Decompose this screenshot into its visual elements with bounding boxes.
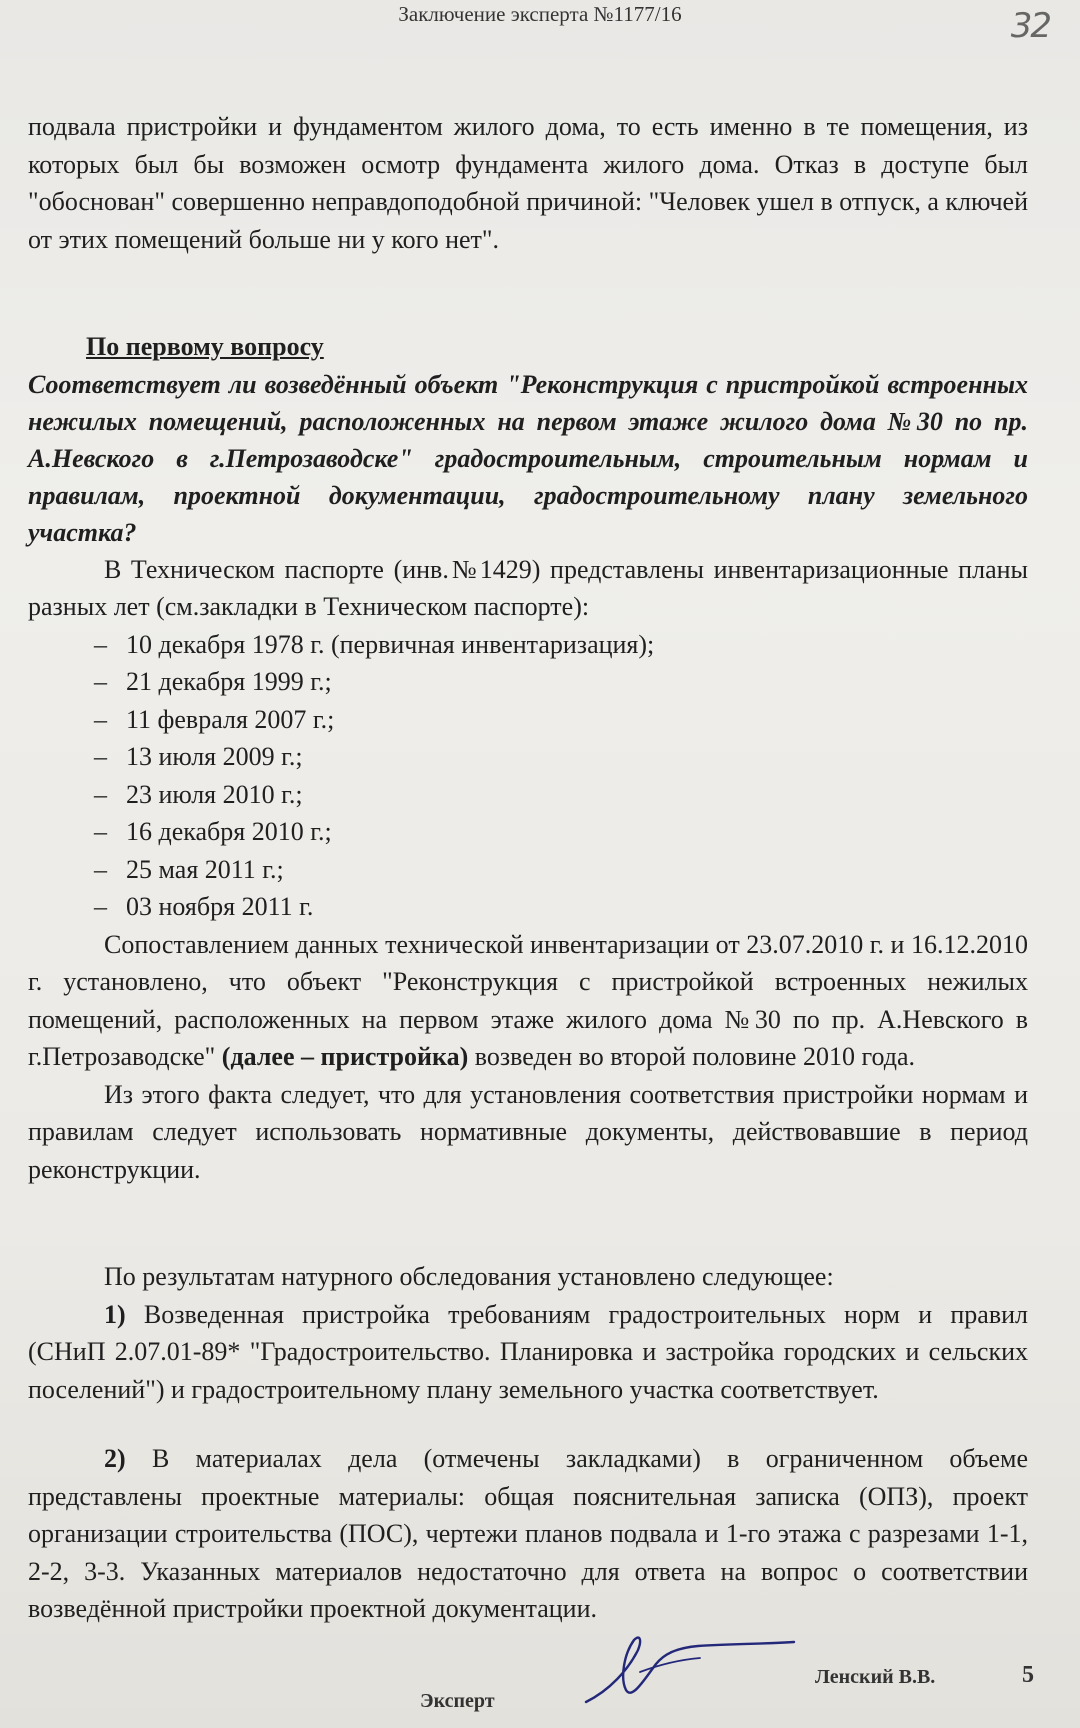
signature-image (580, 1620, 800, 1710)
comparison-text-start: Сопоставлением данных технической инвентаризации от 23.07.2010 г. и 16.12.2010 г. установлено, что объект "Реконструкция с пристройкой встроенных нежилых помещений, расположенных на первом этаже жилого дома №30 по пр. А.Невского в г.Петрозаводске" (28, 929, 1028, 1071)
finding-2-text: В материалах дела (отмечены закладками) в ограниченном объеме представлены проектные материалы: общая пояснительная записка (ОПЗ), проект организации строительства (ПОС), чертежи планов подвала и 1-го этажа с разрезами 1-1, 2-2, 3-3. Указанных материалов недостаточно для ответа на вопрос о соответствии возведённой пристройки проектной документации. (28, 1444, 1028, 1623)
finding-1-number: 1) (104, 1299, 126, 1329)
survey-intro: По результатам натурного обследования установлено следующее: (104, 1262, 834, 1291)
list-item: – 16 декабря 2010 г.; (94, 813, 1028, 851)
question-text: Соответствует ли возведённый объект "Реконструкция с пристройкой встроенных нежилых помещений, расположенных на первом этаже жилого дома №30 по пр. А.Невского в г.Петрозаводске" градостроительным, строительным нормам и правилам, проектной документации, градостроительному плану земельного участка? (28, 369, 1028, 547)
handwritten-page-mark: 32 (1010, 6, 1050, 46)
comparison-paragraph (28, 926, 1028, 1076)
finding-2-number: 2) (104, 1444, 126, 1473)
list-item: – 10 декабря 1978 г. (первичная инвентаризация); (94, 626, 1028, 664)
inventory-dates-list (28, 626, 1028, 926)
finding-1-text: Возведенная пристройка требованиям градостроительных норм и правил (СНиП 2.07.01-89* "Градостроительство. Планировка и застройка городских и сельских поселений") и градостроительному плану земельного участка соответствует. (28, 1299, 1028, 1404)
comparison-bold-term: (далее – пристройка) (221, 1042, 469, 1071)
list-item: – 25 мая 2011 г.; (94, 851, 1028, 889)
finding-2 (28, 1440, 1028, 1628)
comparison-text-end: возведен во второй половине 2010 года. (468, 1042, 916, 1071)
list-item: – 21 декабря 1999 г.; (94, 663, 1028, 701)
document-body (28, 108, 1028, 1628)
document-header: Заключение эксперта №1177/16 (398, 2, 682, 26)
list-item: – 11 февраля 2007 г.; (94, 701, 1028, 739)
intro-paragraph: подвала пристройки и фундаментом жилого дома, то есть именно в те помещения, из которых был бы возможен осмотр фундамента жилого дома. Отказ в доступе был "обоснован" совершенно неправдоподобной причиной: "Человек ушел в отпуск, а ключей от этих помещений больше ни у кого нет". (28, 112, 1028, 254)
footer-expert-name: Ленский В.В. (815, 1666, 936, 1688)
finding-1 (28, 1296, 1028, 1409)
list-item: – 23 июля 2010 г.; (94, 776, 1028, 814)
passport-paragraph: В Техническом паспорте (инв.№1429) представлены инвентаризационные планы разных лет (см.закладки в Техническом паспорте): (28, 554, 1028, 621)
list-item: – 03 ноября 2011 г. (94, 888, 1028, 926)
footer-expert-label: Эксперт (420, 1690, 495, 1712)
conclusion-paragraph: Из этого факта следует, что для установления соответствия пристройки нормам и правилам следует использовать нормативные документы, действовавшие в период реконструкции. (28, 1079, 1028, 1184)
section-title: По первому вопросу (86, 332, 324, 361)
list-item: – 13 июля 2009 г.; (94, 738, 1028, 776)
footer-page-number: 5 (1022, 1662, 1034, 1688)
